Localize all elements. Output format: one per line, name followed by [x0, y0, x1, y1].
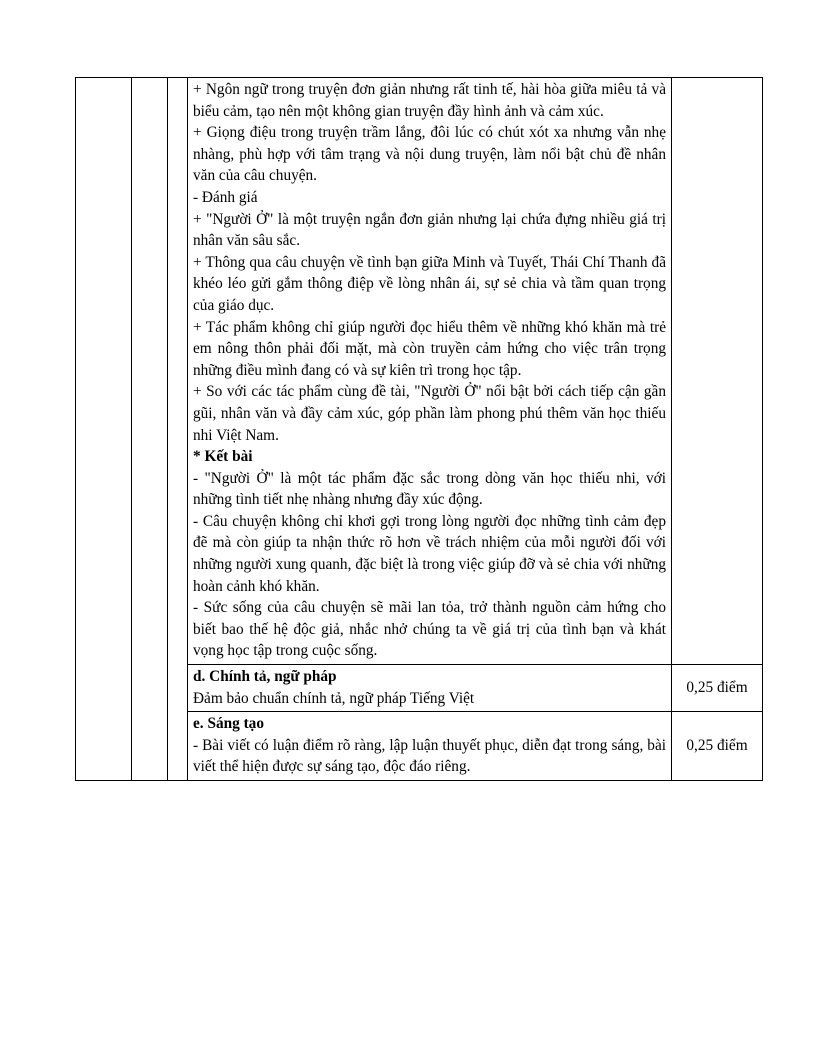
- spelling-content-cell: [188, 665, 672, 712]
- paragraph-tone: + Giọng điệu trong truyện trầm lắng, đôi lúc có chút xót xa nhưng vẫn nhẹ nhàng, phù hợp với tâm trạng và nội dung truyện, làm nổi bật chủ đề nhân văn của câu chuyện.: [193, 124, 666, 185]
- paragraph-evaluation-heading: - Đánh giá: [193, 188, 258, 206]
- spelling-text: Đảm bảo chuẩn chính tả, ngữ pháp Tiếng Việt: [193, 689, 475, 707]
- paragraph-conclusion-2: - Câu chuyện không chỉ khơi gợi trong lòng người đọc những tình cảm đẹp đẽ mà còn giúp ta nhận thức rõ hơn về trách nhiệm của mỗi người đối với những người xung quanh, đặc biệt là trong việc giúp đỡ và sẻ chia với những hoàn cảnh khó khăn.: [193, 512, 666, 595]
- conclusion-heading: * Kết bài: [193, 448, 253, 466]
- spelling-heading: d. Chính tả, ngữ pháp: [193, 668, 337, 686]
- creativity-text: - Bài viết có luận điểm rõ ràng, lập luận thuyết phục, diễn đạt trong sáng, bài viết thể hiện được sự sáng tạo, độc đáo riêng.: [193, 736, 666, 776]
- creativity-content-cell: [188, 712, 672, 781]
- spelling-score: 0,25 điểm: [672, 665, 763, 712]
- creativity-score: 0,25 điểm: [672, 712, 763, 781]
- paragraph-conclusion-3: - Sức sống của câu chuyện sẽ mãi lan tỏa, trở thành nguồn cảm hứng cho biết bao thế hệ độc giả, nhắc nhở chúng ta về giá trị của tình bạn và khát vọng học tập trong cuộc sống.: [193, 599, 666, 660]
- creativity-heading: e. Sáng tạo: [193, 715, 264, 733]
- paragraph-language: + Ngôn ngữ trong truyện đơn giản nhưng rất tinh tế, hài hòa giữa miêu tả và biểu cảm, tạo nên một không gian truyện đầy hình ảnh và cảm xúc.: [193, 81, 666, 120]
- empty-cell-col2: [132, 78, 168, 781]
- empty-score-cell: [672, 78, 763, 665]
- paragraph-evaluation-1: + "Người Ở" là một truyện ngắn đơn giản nhưng lại chứa đựng nhiều giá trị nhân văn sâu sắc.: [193, 210, 666, 250]
- rubric-table: [75, 77, 763, 781]
- paragraph-conclusion-1: - "Người Ở" là một tác phẩm đặc sắc trong dòng văn học thiếu nhi, với những tình tiết nhẹ nhàng nhưng đầy xúc động.: [193, 469, 666, 509]
- paragraph-evaluation-3: + Tác phẩm không chỉ giúp người đọc hiểu thêm về những khó khăn mà trẻ em nông thôn phải đối mặt, mà còn truyền cảm hứng cho việc trân trọng những điều mình đang có và sự kiên trì trong học tập.: [193, 318, 666, 379]
- analysis-content-cell: [188, 78, 672, 665]
- empty-cell-col3: [168, 78, 188, 781]
- paragraph-evaluation-4: + So với các tác phẩm cùng đề tài, "Người Ở" nổi bật bởi cách tiếp cận gần gũi, nhân văn và đầy cảm xúc, góp phần làm phong phú thêm văn học thiếu nhi Việt Nam.: [193, 383, 666, 444]
- empty-cell-col1: [76, 78, 132, 781]
- paragraph-evaluation-2: + Thông qua câu chuyện về tình bạn giữa Minh và Tuyết, Thái Chí Thanh đã khéo léo gửi gắm thông điệp về lòng nhân ái, sự sẻ chia và tầm quan trọng của giáo dục.: [193, 253, 666, 314]
- table-row-analysis: [76, 78, 763, 665]
